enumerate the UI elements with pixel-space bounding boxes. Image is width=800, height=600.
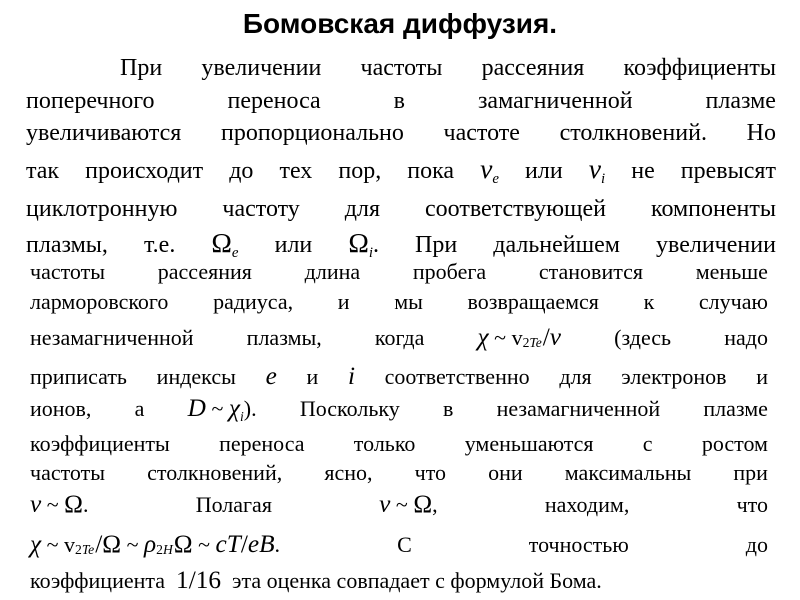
formula-nu-omega-1: ν ~ Ω. (30, 490, 89, 518)
text-line-15: χ ~ v2Te/Ω ~ ρ2HΩ ~ cT/eB. С точностью до (30, 530, 768, 558)
formula-nu-i: νi (588, 153, 606, 188)
text-line-5: циклотронную частоту для соответствующей компоненты (26, 196, 776, 222)
page-title: Бомовская диффузия. (242, 8, 558, 39)
text-line-4: так происходит до тех пор, пока νe или νi не превысят (26, 153, 776, 188)
formula-nu-omega-2: ν ~ Ω, (379, 490, 438, 518)
text-line-13: частоты столкновений, ясно, что они максимальны при (30, 460, 768, 485)
text-line-6: плазмы, т.е. Ωe или Ωi. При дальнейшем увеличении (26, 227, 776, 262)
formula-omega-e: Ωe (211, 227, 239, 262)
text-line-2: поперечного переноса в замагниченной плазме (26, 88, 776, 114)
text-line-1: При увеличении частоты рассеяния коэффициенты (120, 55, 776, 81)
text-line-11: ионов, а D ~ χi). Поскольку в незамагниченной плазме (30, 394, 768, 426)
formula-chi-v2-nu: χ ~ v2Te/ν (477, 323, 562, 351)
text-line-7: частоты рассеяния длина пробега становится меньше (30, 259, 768, 284)
text-line-3: увеличиваются пропорционально частоте столкновений. Но (26, 120, 776, 146)
formula-chi-bohm: χ ~ v2Te/Ω ~ ρ2HΩ ~ cT/eB. (30, 530, 281, 558)
formula-omega-i: Ωi. (348, 227, 379, 262)
formula-nu-e: νe (480, 153, 499, 188)
index-e: e (265, 362, 277, 390)
text-line-14: ν ~ Ω. Полагая ν ~ Ω, находим, что (30, 490, 768, 518)
text-line-8: ларморовского радиуса, и мы возвращаемся к случаю (30, 289, 768, 314)
text-line-9: незамагниченной плазмы, когда χ ~ v2Te/ν (здесь надо (30, 323, 768, 351)
index-i: i (347, 362, 355, 390)
formula-D-chi: D ~ χi). (187, 394, 257, 424)
text-line-10: приписать индексы e и i соответственно для электронов и (30, 362, 768, 390)
fraction-one-sixteen: 1/16 (176, 566, 222, 594)
text-line-12: коэффициенты переноса только уменьшаются с ростом (30, 431, 768, 456)
text-line-16: коэффициента 1/16 эта оценка совпадает с формулой Бома. (30, 566, 602, 594)
